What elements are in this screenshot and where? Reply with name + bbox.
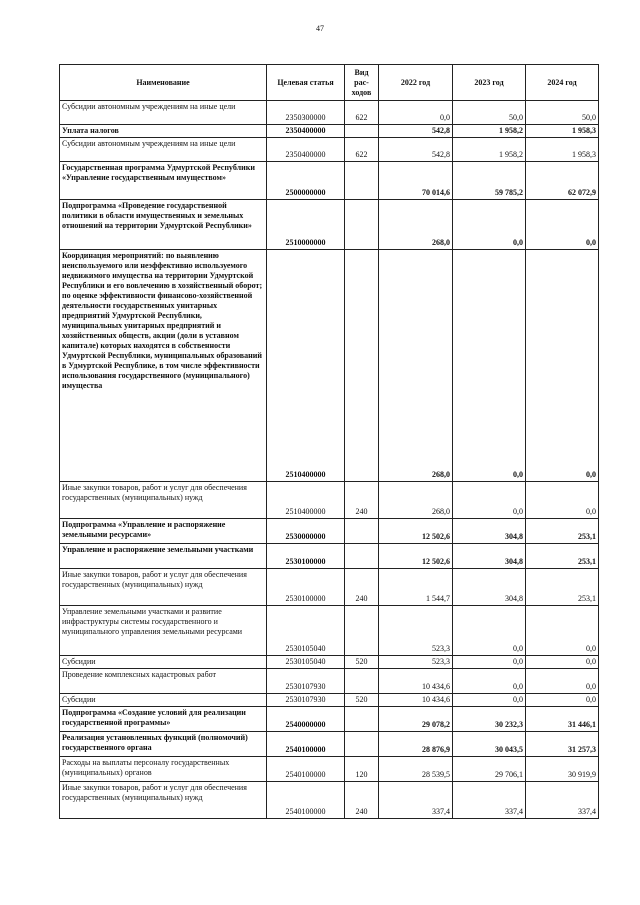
table-row (60, 200, 599, 250)
row-value-2023: 1 958,2 (453, 138, 526, 162)
row-value-2024: 0,0 (526, 200, 599, 250)
row-value-2023: 0,0 (453, 200, 526, 250)
row-code: 2530100000 (267, 544, 345, 569)
row-name: Координация мероприятий: по выявлению неиспользуемого или неэффективно используемого недвижимого имущества на территории Удмуртской Республики и его вовлечению в хозяйственный оборот; по оценке эффективности финансово-хозяйственной деятельности государственных унитарных предприятий Удмуртской Республики, муниципальных унитарных предприятий и хозяйственных обществ, акции (доли в уставном капитале) которых находятся в собственности Удмуртской Республики, муниципальных образований в Удмуртской Республике, в том числе эффективности использования государственного (муниципального) имущества (60, 250, 267, 482)
row-code: 2510400000 (267, 250, 345, 482)
row-code: 2350400000 (267, 138, 345, 162)
row-vr (345, 707, 379, 732)
row-code: 2510000000 (267, 200, 345, 250)
row-name: Управление земельными участками и развитие инфраструктуры системы государственного и муниципального управления земельными ресурсами (60, 606, 267, 656)
row-value-2022: 12 502,6 (379, 544, 453, 569)
row-name: Реализация установленных функций (полномочий) государственного органа (60, 732, 267, 757)
row-value-2024: 30 919,9 (526, 757, 599, 782)
table-row (60, 162, 599, 200)
row-vr (345, 544, 379, 569)
row-value-2024: 1 958,3 (526, 125, 599, 138)
row-value-2022: 10 434,6 (379, 669, 453, 694)
row-value-2024: 0,0 (526, 656, 599, 669)
row-value-2022: 12 502,6 (379, 519, 453, 544)
row-code: 2500000000 (267, 162, 345, 200)
row-value-2023: 0,0 (453, 656, 526, 669)
row-value-2022: 268,0 (379, 482, 453, 519)
row-vr: 520 (345, 656, 379, 669)
row-value-2022: 542,8 (379, 125, 453, 138)
row-value-2022: 0,0 (379, 101, 453, 125)
row-value-2022: 70 014,6 (379, 162, 453, 200)
row-code: 2350400000 (267, 125, 345, 138)
row-value-2022: 542,8 (379, 138, 453, 162)
row-code: 2530100000 (267, 569, 345, 606)
row-value-2023: 304,8 (453, 569, 526, 606)
row-value-2024: 337,4 (526, 782, 599, 819)
row-vr (345, 732, 379, 757)
row-vr: 622 (345, 101, 379, 125)
row-value-2023: 30 232,3 (453, 707, 526, 732)
row-value-2023: 0,0 (453, 250, 526, 482)
row-code: 2350300000 (267, 101, 345, 125)
row-name: Иные закупки товаров, работ и услуг для обеспечения государственных (муниципальных) нужд (60, 782, 267, 819)
row-value-2023: 0,0 (453, 694, 526, 707)
row-name: Управление и распоряжение земельными участками (60, 544, 267, 569)
budget-table (59, 64, 599, 819)
header-code: Целевая статья (267, 65, 345, 101)
row-code: 2510400000 (267, 482, 345, 519)
row-value-2023: 50,0 (453, 101, 526, 125)
row-name: Подпрограмма «Создание условий для реализации государственной программы» (60, 707, 267, 732)
row-code: 2530107930 (267, 669, 345, 694)
row-value-2023: 0,0 (453, 669, 526, 694)
row-value-2024: 0,0 (526, 669, 599, 694)
row-value-2023: 0,0 (453, 606, 526, 656)
table-row (60, 656, 599, 669)
table-row (60, 732, 599, 757)
row-value-2024: 62 072,9 (526, 162, 599, 200)
row-value-2024: 253,1 (526, 544, 599, 569)
row-code: 2540000000 (267, 707, 345, 732)
table-row (60, 707, 599, 732)
row-value-2023: 30 043,5 (453, 732, 526, 757)
row-value-2024: 31 257,3 (526, 732, 599, 757)
header-2023: 2023 год (453, 65, 526, 101)
row-value-2022: 523,3 (379, 606, 453, 656)
row-name: Проведение комплексных кадастровых работ (60, 669, 267, 694)
row-name: Расходы на выплаты персоналу государственных (муниципальных) органов (60, 757, 267, 782)
row-code: 2530000000 (267, 519, 345, 544)
row-value-2022: 10 434,6 (379, 694, 453, 707)
row-value-2022: 1 544,7 (379, 569, 453, 606)
row-value-2024: 50,0 (526, 101, 599, 125)
table-row (60, 757, 599, 782)
table-row (60, 138, 599, 162)
row-value-2022: 268,0 (379, 200, 453, 250)
table-body (60, 101, 599, 819)
table-row (60, 606, 599, 656)
header-name: Наименование (60, 65, 267, 101)
row-code: 2540100000 (267, 732, 345, 757)
row-value-2022: 28 876,9 (379, 732, 453, 757)
row-code: 2540100000 (267, 757, 345, 782)
page-number: 47 (316, 24, 324, 33)
row-vr (345, 606, 379, 656)
table-row (60, 544, 599, 569)
row-value-2023: 0,0 (453, 482, 526, 519)
row-value-2024: 253,1 (526, 569, 599, 606)
row-value-2023: 337,4 (453, 782, 526, 819)
table-row (60, 250, 599, 482)
row-name: Иные закупки товаров, работ и услуг для обеспечения государственных (муниципальных) нужд (60, 569, 267, 606)
row-vr: 240 (345, 482, 379, 519)
row-vr: 240 (345, 569, 379, 606)
table-row (60, 669, 599, 694)
row-value-2024: 0,0 (526, 606, 599, 656)
row-name: Субсидии (60, 694, 267, 707)
row-value-2024: 253,1 (526, 519, 599, 544)
table-row (60, 519, 599, 544)
row-name: Субсидии (60, 656, 267, 669)
row-vr (345, 250, 379, 482)
row-value-2023: 304,8 (453, 519, 526, 544)
row-value-2024: 31 446,1 (526, 707, 599, 732)
table-row (60, 101, 599, 125)
row-value-2022: 29 078,2 (379, 707, 453, 732)
row-value-2024: 0,0 (526, 694, 599, 707)
row-vr: 240 (345, 782, 379, 819)
row-code: 2530105040 (267, 656, 345, 669)
header-2024: 2024 год (526, 65, 599, 101)
row-code: 2540100000 (267, 782, 345, 819)
header-row (60, 65, 599, 101)
table-row (60, 782, 599, 819)
row-vr: 520 (345, 694, 379, 707)
row-vr: 120 (345, 757, 379, 782)
row-vr (345, 519, 379, 544)
table-row (60, 125, 599, 138)
row-value-2024: 0,0 (526, 482, 599, 519)
row-name: Государственная программа Удмуртской Республики «Управление государственным имуществом» (60, 162, 267, 200)
row-value-2022: 28 539,5 (379, 757, 453, 782)
row-name: Подпрограмма «Управление и распоряжение земельными ресурсами» (60, 519, 267, 544)
row-vr: 622 (345, 138, 379, 162)
header-2022: 2022 год (379, 65, 453, 101)
row-vr (345, 125, 379, 138)
row-code: 2530107930 (267, 694, 345, 707)
table-row (60, 694, 599, 707)
table-row (60, 482, 599, 519)
row-value-2024: 0,0 (526, 250, 599, 482)
table-row (60, 569, 599, 606)
row-vr (345, 669, 379, 694)
row-value-2023: 1 958,2 (453, 125, 526, 138)
row-value-2022: 523,3 (379, 656, 453, 669)
row-value-2022: 268,0 (379, 250, 453, 482)
row-vr (345, 200, 379, 250)
row-value-2023: 304,8 (453, 544, 526, 569)
row-name: Уплата налогов (60, 125, 267, 138)
row-value-2022: 337,4 (379, 782, 453, 819)
row-name: Подпрограмма «Проведение государственной политики в области имущественных и земельных отношений на территории Удмуртской Республики» (60, 200, 267, 250)
header-vr: Вид рас-ходов (345, 65, 379, 101)
row-value-2023: 59 785,2 (453, 162, 526, 200)
row-name: Субсидии автономным учреждениям на иные цели (60, 138, 267, 162)
row-name: Иные закупки товаров, работ и услуг для обеспечения государственных (муниципальных) нужд (60, 482, 267, 519)
row-value-2023: 29 706,1 (453, 757, 526, 782)
row-name: Субсидии автономным учреждениям на иные цели (60, 101, 267, 125)
row-value-2024: 1 958,3 (526, 138, 599, 162)
row-vr (345, 162, 379, 200)
row-code: 2530105040 (267, 606, 345, 656)
